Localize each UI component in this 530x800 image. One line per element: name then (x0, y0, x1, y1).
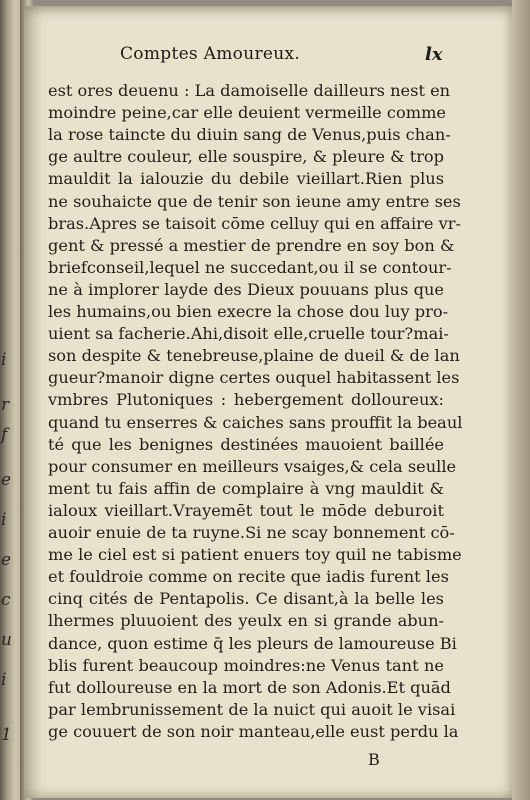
text-line: ment tu fais affin de complaire à vng mauldit & (48, 478, 444, 498)
margin-fragment: r (1, 395, 10, 415)
text-line: est ores deuenu : La damoiselle dailleurs nest en (48, 81, 451, 100)
text-line: blis furent beaucoup moindres:ne Venus tant ne (48, 655, 444, 675)
margin-fragment: 1 (1, 725, 12, 745)
text-line: fut dolloureuse en la mort de son Adonis.Et quād (48, 677, 451, 697)
text-line: quand tu enserres & caiches sans prouffit la beaul (48, 412, 463, 432)
text-line: dance, quon estime q̄ les pleurs de lamoureuse Bi (48, 633, 457, 653)
text-line: bras.Apres se taisoit cōme celluy qui en affaire vr- (48, 213, 461, 233)
running-title: Comptes Amoureux. (120, 44, 301, 64)
text-line: ge couuert de son noir manteau,elle eust perdu la (48, 721, 459, 741)
text-line: vmbres Plutoniques : hebergement dolloureux: (48, 390, 444, 410)
text-line: ne souhaicte que de tenir son ieune amy entre ses (48, 191, 461, 211)
text-line: gent & pressé a mestier de prendre en soy bon & (48, 235, 455, 255)
text-line: gueur?manoir digne certes ouquel habitassent les (48, 368, 460, 388)
text-line: ne à implorer layde des Dieux pouuans plus que (48, 279, 444, 299)
text-line: me le ciel est si patient enuers toy quil ne tabisme (48, 545, 462, 565)
text-line: moindre peine,car elle deuient vermeille comme (48, 103, 446, 123)
text-line: les humains,ou bien execre la chose dou luy pro- (48, 302, 449, 321)
text-line: auoir enuie de ta ruyne.Si ne scay bonnement cō- (48, 523, 455, 542)
text-line: la rose taincte du diuin sang de Venus,puis chan- (48, 125, 451, 145)
text-line: pour consumer en meilleurs vsaiges,& cela seulle (48, 456, 457, 476)
margin-fragment: f (1, 425, 8, 445)
margin-fragment: i (1, 510, 7, 530)
text-line: ge aultre couleur, elle souspire, & pleure & trop (48, 147, 445, 167)
text-line: cinq cités de Pentapolis. Ce disant,à la belle les (48, 589, 444, 609)
text-line: uient sa facherie.Ahi,disoit elle,cruelle tour?mai- (48, 324, 449, 344)
page-edge-right (512, 0, 530, 800)
margin-fragment: e (1, 470, 12, 490)
text-line: par lembrunissement de la nuict qui auoit le visai (48, 699, 456, 719)
text-line: et fouldroie comme on recite que iadis furent les (48, 567, 449, 587)
margin-fragment: c (1, 590, 11, 610)
signature-mark: B (368, 750, 380, 769)
text-line: ialoux vieillart.Vrayemēt tout le mōde deburoit (48, 500, 444, 520)
margin-fragment: e (1, 550, 12, 570)
text-line: son despite & tenebreuse,plaine de dueil & de lan (48, 346, 460, 366)
text-line: mauldit la ialouzie du debile vieillart.Rien plus (48, 169, 444, 189)
text-line: té que les benignes destinées mauoient baillée (48, 434, 444, 454)
folio-number: lx (425, 44, 443, 65)
margin-fragment: i (1, 670, 7, 690)
margin-fragment: u (1, 630, 12, 650)
text-line: briefconseil,lequel ne succedant,ou il se contour- (48, 257, 452, 277)
margin-fragment: i (1, 350, 7, 370)
text-line: lhermes pluuoient des yeulx en si grande abun- (48, 611, 444, 631)
